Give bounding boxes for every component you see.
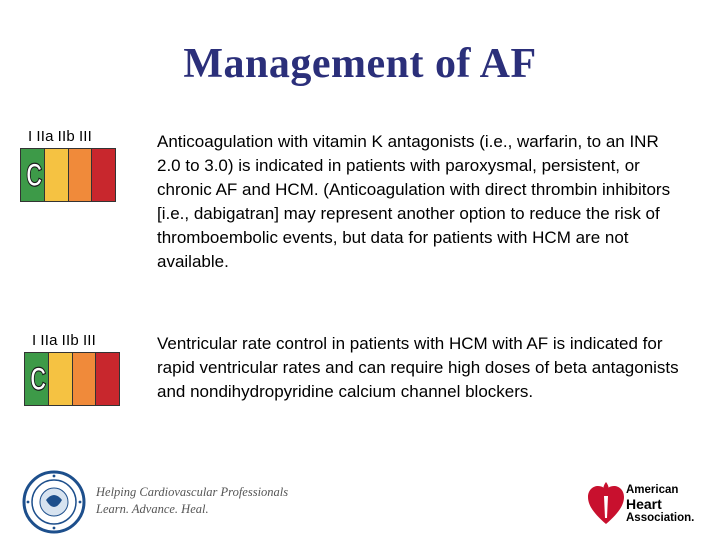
recommendation-2-text: Ventricular rate control in patients with HCM with AF is indicated for rapid ventricular rates and can require high doses of beta antagonists and nondihydropyridine calcium channel blockers. bbox=[157, 334, 679, 401]
acc-tagline-line1: Helping Cardiovascular Professionals bbox=[96, 485, 289, 499]
class-labels bbox=[32, 332, 100, 349]
class-iib-segment bbox=[69, 149, 93, 201]
class-label-iib: IIb bbox=[57, 128, 75, 145]
class-label-iia: IIa bbox=[40, 332, 58, 349]
class-labels bbox=[28, 128, 96, 145]
class-label-iii: III bbox=[82, 332, 97, 349]
recommendation-1-text: Anticoagulation with vitamin K antagonists (i.e., warfarin, to an INR 2.0 to 3.0) is indicated in patients with paroxysmal, persistent, or chronic AF and HCM. (Anticoagulation with direct thrombin inhibitors [i.e., dabigatran] may represent another option to reduce the risk of thromboembolic events, but data for patients with HCM are not available. bbox=[157, 132, 671, 271]
class-iia-segment bbox=[45, 149, 69, 201]
aha-line1: American bbox=[626, 484, 679, 496]
acc-tagline-line2: Learn. Advance. Heal. bbox=[96, 502, 209, 516]
class-label-i: I bbox=[32, 332, 37, 349]
slide-title: Management of AF bbox=[183, 41, 537, 87]
acc-tagline bbox=[96, 484, 288, 518]
heart-torch-icon bbox=[586, 478, 626, 528]
class-label-iib: IIb bbox=[61, 332, 79, 349]
acc-seal-icon bbox=[22, 470, 86, 534]
class-iii-segment bbox=[96, 353, 119, 405]
class-iib-segment bbox=[73, 353, 97, 405]
class-iia-segment bbox=[49, 353, 73, 405]
level-of-evidence: C bbox=[30, 361, 47, 397]
aha-line3: Association. bbox=[626, 512, 695, 524]
class-label-iii: III bbox=[78, 128, 93, 145]
level-of-evidence: C bbox=[26, 157, 43, 193]
class-label-i: I bbox=[28, 128, 33, 145]
class-iii-segment bbox=[92, 149, 115, 201]
aha-wordmark bbox=[626, 484, 694, 525]
class-label-iia: IIa bbox=[36, 128, 54, 145]
aha-line2: Heart bbox=[626, 496, 662, 512]
